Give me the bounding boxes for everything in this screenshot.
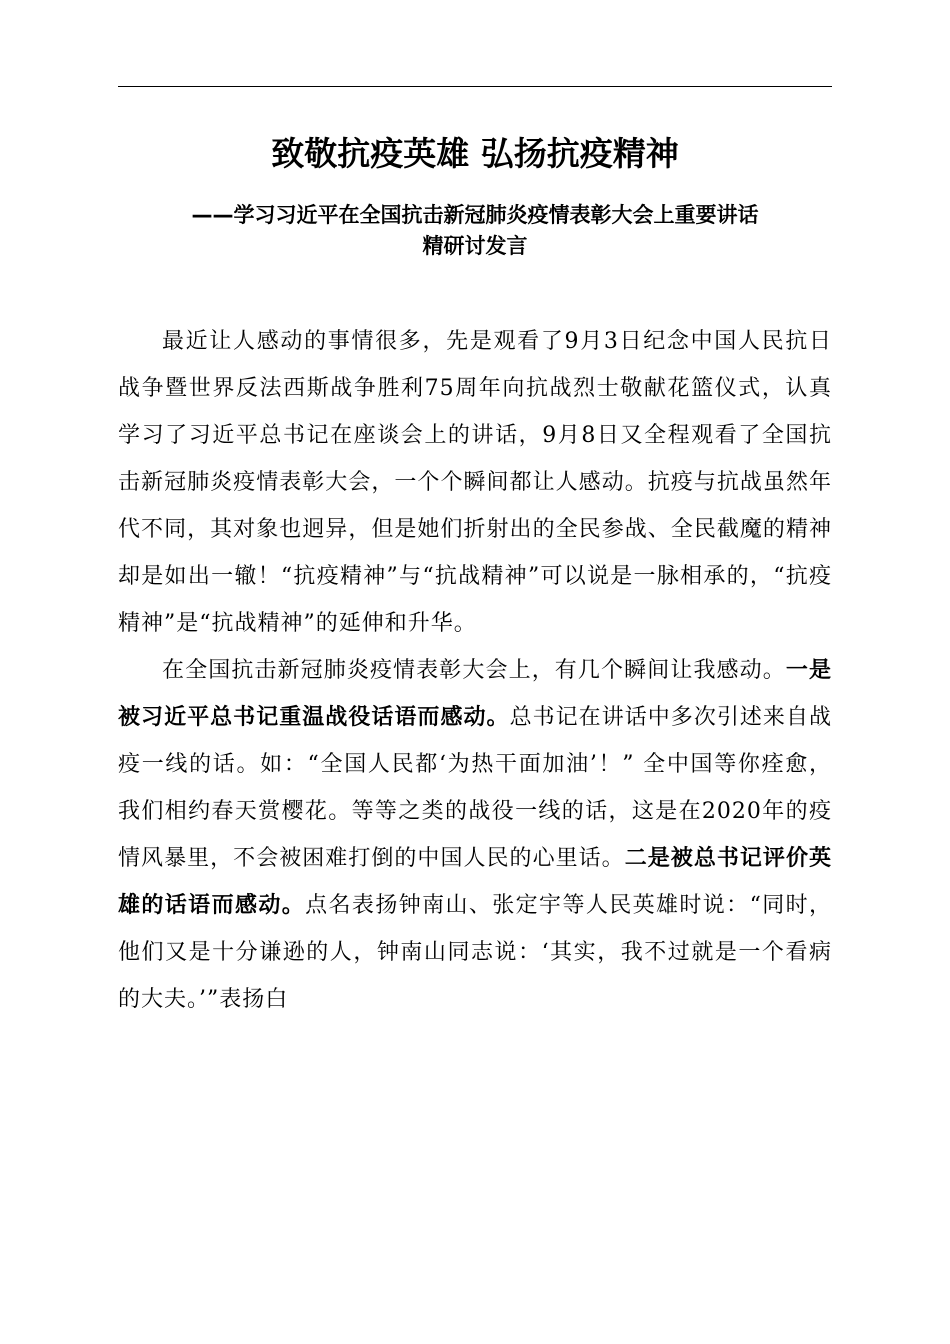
paragraph-2-text-2: 总书记在讲话中多次引述来自战疫一线的话。如：“全国人民都‘为热干面加油’！” 全中国等你痊愈，我们相约春天赏樱花。等等之类的战役一线的话，这是在2020年的疫情风暴里，不会被困难打倒的中国人民的心里话。 <box>118 705 832 871</box>
paragraph-2-bold-2: 二是被总书记评价英雄的话语而感动。 <box>118 846 832 918</box>
paragraph-1: 最近让人感动的事情很多，先是观看了9月3日纪念中国人民抗日战争暨世界反法西斯战争胜利75周年向抗战烈士敬献花篮仪式，认真学习了习近平总书记在座谈会上的讲话，9月8日又全程观看了全国抗击新冠肺炎疫情表彰大会，一个个瞬间都让人感动。抗疫与抗战虽然年代不同，其对象也迥异，但是她们折射出的全民参战、全民截魔的精神却是如出一辙！“抗疫精神”与“抗战精神”可以说是一脉相承的，“抗疫精神”是“抗战精神”的延伸和升华。 <box>118 329 832 636</box>
paragraph-2 <box>118 647 832 1023</box>
paragraph-2-text-3: 点名表扬钟南山、张定宇等人民英雄时说：“同时，他们又是十分谦逊的人，钟南山同志说：‘其实，我不过就是一个看病的大夫。’”表扬白 <box>118 893 832 1012</box>
document-title: 致敬抗疫英雄 弘扬抗疫精神 <box>271 134 679 173</box>
paragraph-2-bold-1: 一是被习近平总书记重温战役话语而感动。 <box>118 658 832 730</box>
header-rule <box>118 86 832 87</box>
document-body <box>118 318 832 1023</box>
subtitle-line-1: ——学习习近平在全国抗击新冠肺炎疫情表彰大会上重要讲话 <box>191 203 759 227</box>
paragraph-2-text-1: 在全国抗击新冠肺炎疫情表彰大会上，有几个瞬间让我感动。 <box>162 658 786 683</box>
subtitle-line-2: 精研讨发言 <box>422 234 528 258</box>
document-subtitle <box>118 200 832 262</box>
